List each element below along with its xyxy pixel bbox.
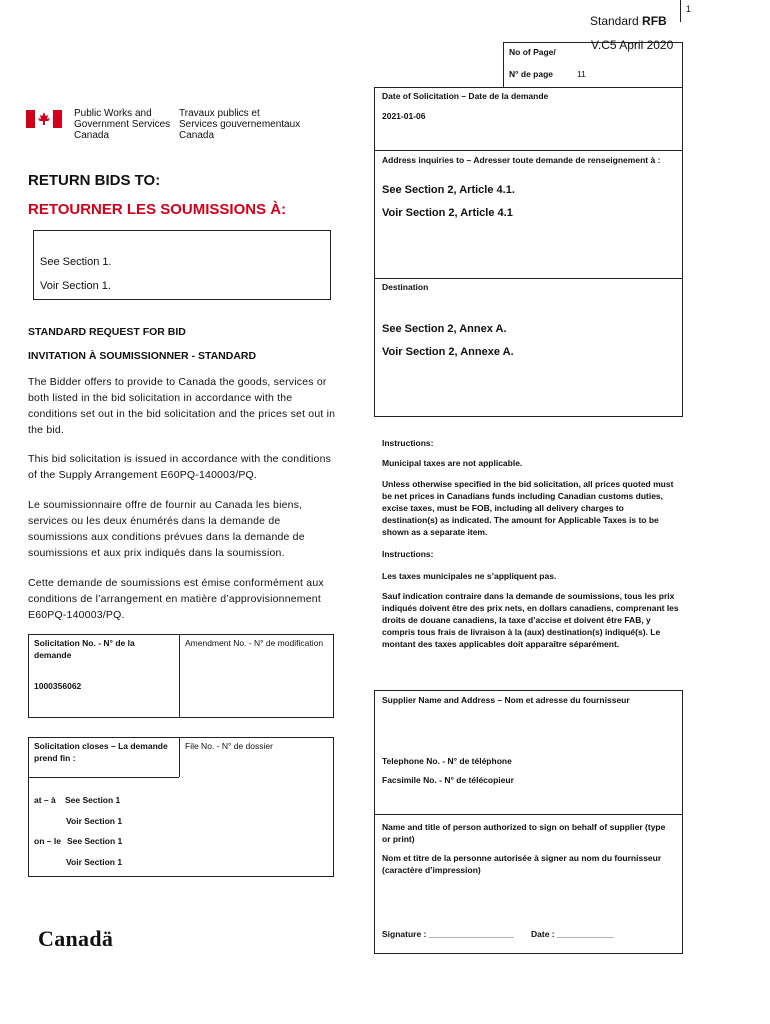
supplier-authorized-fr: Nom et titre de la personne autorisée à signer au nom du fournisseur (caractère d’impression)	[382, 853, 662, 875]
standard-request-para3: Le soumissionnaire offre de fournir au Canada les biens, services ou les deux énumérés dans la demande de soumissions aux conditions prévues dans la demande de soumissions et aux prix indiqués dans la soumission.	[28, 499, 305, 559]
logo-fr-line: Canada	[179, 130, 215, 141]
canada-wordmark: Canadä	[38, 926, 114, 951]
instructions-label-en: Instructions:	[382, 438, 434, 448]
address-inquiries-label: Address inquiries to – Adresser toute demande de renseignement à :	[382, 155, 661, 165]
logo-fr-line: Services gouvernementaux	[179, 119, 301, 130]
divider	[28, 777, 179, 778]
destination-line1: See Section 2, Annex A.	[382, 323, 507, 335]
divider	[374, 814, 683, 815]
return-bids-line1: See Section 1.	[40, 256, 112, 268]
logo-en	[74, 108, 170, 141]
destination-label: Destination	[382, 282, 429, 292]
solicitation-date-label: Date of Solicitation – Date de la demande	[382, 91, 549, 101]
pages-label: No of Page/	[509, 47, 556, 57]
return-bids-fr: RETOURNER LES SOUMISSIONS À:	[28, 201, 287, 218]
destination-line2: Voir Section 2, Annexe A.	[382, 346, 514, 358]
supplier-facsimile: Facsimile No. - N° de télécopieur	[382, 775, 514, 785]
file-number-label: File No. - N° de dossier	[185, 741, 273, 751]
pages-value: 11	[577, 69, 586, 79]
closes-label: Solicitation closes – La demande prend fin :	[34, 741, 168, 763]
header-divider	[680, 0, 681, 22]
solicitation-date-value: 2021-01-06	[382, 111, 426, 121]
divider	[374, 278, 683, 279]
supplier-label: Supplier Name and Address – Nom et adresse du fournisseur	[382, 695, 630, 705]
instructions-label-fr: Instructions:	[382, 549, 434, 559]
signature-field: Signature : __________________	[382, 929, 514, 939]
divider	[179, 737, 180, 777]
standard-request-para2: This bid solicitation is issued in accordance with the conditions of the Supply Arrangement E60PQ-140003/PQ.	[28, 453, 332, 481]
closes-at-value-fr: Voir Section 1	[66, 816, 123, 826]
standard-request-para4: Cette demande de soumissions est émise conformément aux conditions de l’arrangement en matière d’approvisionnement E60PQ-140003/PQ.	[28, 577, 324, 621]
closes-at-value: See Section 1	[65, 795, 121, 805]
closes-on-value-fr: Voir Section 1	[66, 857, 123, 867]
logo-en-line: Public Works and	[74, 108, 152, 119]
logo-en-line: Government Services	[74, 119, 171, 130]
right-info-box	[374, 87, 683, 417]
amendment-label: Amendment No. - N° de modification	[185, 638, 324, 648]
standard-request-para1: The Bidder offers to provide to Canada the goods, services or both listed in the bid solicitation in accordance with the conditions set out in the bid solicitation and the prices set out in the bid.	[28, 376, 336, 436]
return-bids-line2: Voir Section 1.	[40, 280, 111, 292]
logo-en-line: Canada	[74, 130, 110, 141]
closes-on-value: See Section 1	[67, 836, 123, 846]
solicitation-number-label: Solicitation No. - N° de la demande	[34, 638, 135, 660]
instructions-tax-en: Municipal taxes are not applicable.	[382, 458, 523, 468]
standard-request-title-en: STANDARD REQUEST FOR BID	[28, 326, 186, 338]
closes-on-prefix: on – le	[34, 836, 61, 846]
logo-fr	[179, 108, 300, 141]
version-label: V.C5 April 2020	[591, 38, 674, 52]
standard-label	[590, 14, 667, 28]
instructions-body-fr: Sauf indication contraire dans la demande de soumissions, tous les prix indiqués doivent être des prix nets, en dollars canadiens, comprenant les droits de douane canadiens, la taxe d’accise et doivent être FAB, y compris tous frais de livraison à la (aux) destination(s) indiqué(s). Le montant des taxes applicables doit apparaître séparément.	[382, 591, 679, 649]
address-inquiries-line1: See Section 2, Article 4.1.	[382, 184, 515, 196]
closes-at-prefix: at – à	[34, 795, 56, 805]
instructions-tax-fr: Les taxes municipales ne s’appliquent pas.	[382, 571, 557, 581]
divider	[374, 150, 683, 151]
return-bids-en: RETURN BIDS TO:	[28, 172, 161, 189]
supplier-authorized-en: Name and title of person authorized to sign on behalf of supplier (type or print)	[382, 822, 666, 844]
address-inquiries-line2: Voir Section 2, Article 4.1	[382, 207, 513, 219]
pages-label-fr: N° de page	[509, 69, 554, 79]
logo-fr-line: Travaux publics et	[179, 108, 260, 119]
standard-prefix: Standard	[590, 14, 639, 28]
standard-bold: RFB	[642, 14, 667, 28]
date-field: Date : ____________	[531, 929, 614, 939]
divider	[179, 634, 180, 718]
canada-flag-icon	[26, 110, 62, 133]
instructions-body-en: Unless otherwise specified in the bid solicitation, all prices quoted must be net prices in Canadians funds including Canadian customs duties, excise taxes, must be FOB, including all delivery charges to destination(s) as indicated. The amount for Applicable Taxes is to be shown as a separate item.	[382, 479, 674, 537]
supplier-telephone: Telephone No. - N° de téléphone	[382, 756, 512, 766]
solicitation-number-value: 1000356062	[34, 681, 82, 691]
page-number: 1	[686, 4, 692, 14]
standard-request-title-fr: INVITATION À SOUMISSIONNER - STANDARD	[28, 350, 257, 362]
